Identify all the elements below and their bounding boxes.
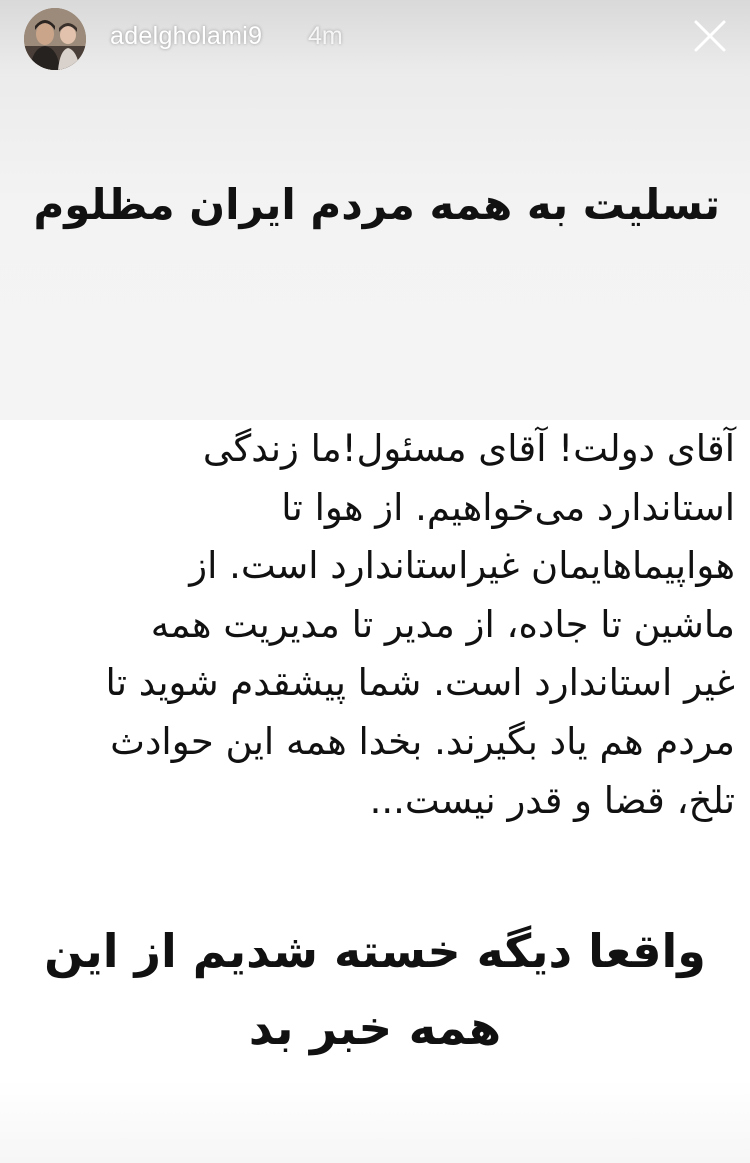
story-username[interactable]: adelgholami9 [110, 22, 263, 50]
body-line: غیر استاندارد است. شما پیشقدم شوید تا [105, 661, 735, 705]
story-closing-text [40, 912, 710, 1068]
close-icon[interactable] [690, 16, 730, 56]
story-headline: تسلیت به همه مردم ایران مظلوم [33, 180, 720, 229]
story-timestamp: 4m [308, 22, 343, 50]
closing-line: همه خبر بد [248, 1001, 502, 1056]
body-line: استاندارد می‌خواهیم. از هوا تا [281, 485, 735, 529]
body-line: مردم هم یاد بگیرند. بخدا همه این حوادث [110, 719, 735, 763]
body-line: آقای دولت! آقای مسئول!ما زندگی [202, 427, 735, 470]
story-header [0, 0, 750, 80]
closing-line: واقعا دیگه خسته شدیم از این [44, 924, 706, 978]
body-line: هواپیماهایمان غیراستاندارد است. از [189, 544, 735, 588]
body-line: ماشین تا جاده، از مدیر تا مدیریت همه [150, 602, 735, 646]
avatar-photo-icon[interactable] [24, 8, 86, 70]
story-body-text [6, 420, 735, 830]
body-line: تلخ، قضا و قدر نیست... [369, 778, 735, 822]
story-background-shade [0, 1080, 750, 1163]
